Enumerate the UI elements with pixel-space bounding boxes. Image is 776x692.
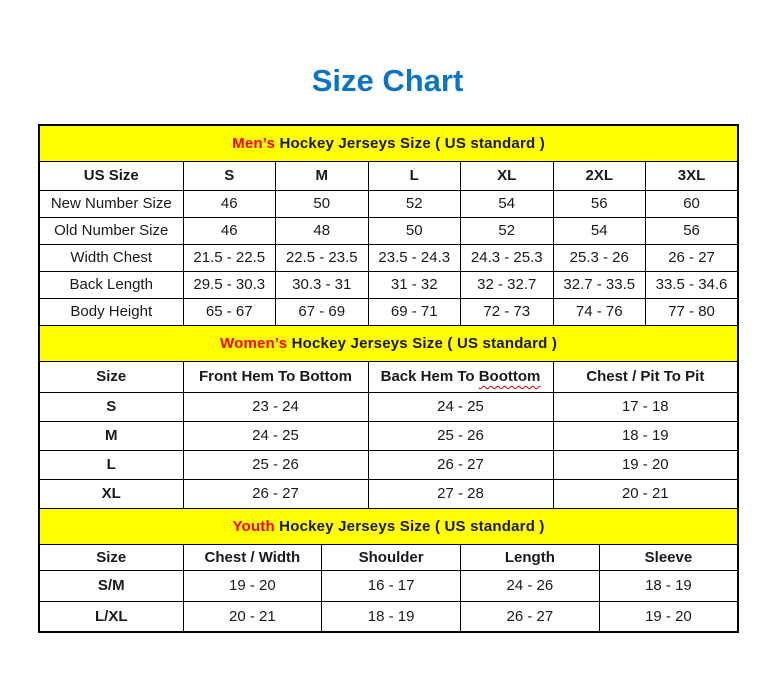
size-value-cell: 18 - 19 [553, 421, 738, 450]
size-value-cell: 33.5 - 34.6 [646, 271, 739, 298]
section-banner-womens [39, 325, 738, 361]
size-value-cell: 26 - 27 [368, 450, 553, 479]
size-value-cell: 46 [183, 190, 276, 217]
size-value-cell: 21.5 - 22.5 [183, 244, 276, 271]
size-value-cell: 50 [368, 217, 461, 244]
size-value-cell: 46 [183, 217, 276, 244]
column-header: S [183, 161, 276, 190]
row-label: S/M [39, 570, 183, 601]
size-value-cell: 65 - 67 [183, 298, 276, 325]
size-value-cell: 24 - 26 [461, 570, 600, 601]
size-value-cell: 60 [646, 190, 739, 217]
size-value-cell: 32 - 32.7 [461, 271, 554, 298]
row-label: Back Length [39, 271, 183, 298]
banner-text: Hockey Jerseys Size ( US standard ) [287, 334, 558, 352]
banner-highlight: Women’s [220, 334, 288, 352]
row-label: S [39, 392, 183, 421]
size-value-cell: 20 - 21 [183, 601, 322, 632]
column-header: Chest / Width [183, 544, 322, 570]
size-value-cell: 27 - 28 [368, 479, 553, 508]
size-value-cell: 24.3 - 25.3 [461, 244, 554, 271]
size-value-cell: 52 [461, 217, 554, 244]
size-value-cell: 18 - 19 [322, 601, 461, 632]
row-label: Body Height [39, 298, 183, 325]
row-label: Width Chest [39, 244, 183, 271]
size-value-cell: 26 - 27 [183, 479, 368, 508]
size-value-cell: 17 - 18 [553, 392, 738, 421]
size-value-cell: 23 - 24 [183, 392, 368, 421]
size-value-cell: 29.5 - 30.3 [183, 271, 276, 298]
banner-highlight: Youth [232, 517, 275, 535]
size-value-cell: 69 - 71 [368, 298, 461, 325]
size-value-cell: 26 - 27 [461, 601, 600, 632]
size-value-cell: 25 - 26 [183, 450, 368, 479]
size-value-cell: 20 - 21 [553, 479, 738, 508]
size-value-cell: 18 - 19 [599, 570, 738, 601]
size-value-cell: 77 - 80 [646, 298, 739, 325]
size-value-cell: 19 - 20 [183, 570, 322, 601]
section-banner-mens [39, 125, 738, 161]
column-header: Back Hem To Boottom [368, 361, 553, 392]
banner-text: Hockey Jerseys Size ( US standard ) [275, 134, 545, 152]
banner-text: Hockey Jerseys Size ( US standard ) [274, 517, 545, 535]
size-value-cell: 72 - 73 [461, 298, 554, 325]
size-value-cell: 24 - 25 [183, 421, 368, 450]
row-label: L [39, 450, 183, 479]
size-value-cell: 74 - 76 [553, 298, 646, 325]
size-value-cell: 56 [553, 190, 646, 217]
size-value-cell: 25.3 - 26 [553, 244, 646, 271]
row-label: L/XL [39, 601, 183, 632]
column-header: 2XL [553, 161, 646, 190]
column-header: Sleeve [599, 544, 738, 570]
column-header: Chest / Pit To Pit [553, 361, 738, 392]
column-header: Shoulder [322, 544, 461, 570]
size-value-cell: 30.3 - 31 [276, 271, 369, 298]
row-label: New Number Size [39, 190, 183, 217]
row-header-label: Size [39, 544, 183, 570]
size-value-cell: 19 - 20 [553, 450, 738, 479]
size-value-cell: 54 [553, 217, 646, 244]
size-value-cell: 25 - 26 [368, 421, 553, 450]
size-value-cell: 24 - 25 [368, 392, 553, 421]
size-value-cell: 52 [368, 190, 461, 217]
size-value-cell: 56 [646, 217, 739, 244]
misspelled-word: Boottom [478, 368, 541, 385]
size-value-cell: 22.5 - 23.5 [276, 244, 369, 271]
row-header-label: Size [39, 361, 183, 392]
column-header: M [276, 161, 369, 190]
size-value-cell: 31 - 32 [368, 271, 461, 298]
size-value-cell: 23.5 - 24.3 [368, 244, 461, 271]
row-label: XL [39, 479, 183, 508]
column-header: Length [461, 544, 600, 570]
column-header: Front Hem To Bottom [183, 361, 368, 392]
column-header: L [368, 161, 461, 190]
row-header-label: US Size [39, 161, 183, 190]
size-value-cell: 19 - 20 [599, 601, 738, 632]
banner-highlight: Men’s [232, 134, 276, 152]
column-header: XL [461, 161, 554, 190]
size-value-cell: 32.7 - 33.5 [553, 271, 646, 298]
size-value-cell: 50 [276, 190, 369, 217]
size-value-cell: 67 - 69 [276, 298, 369, 325]
size-chart-table [38, 124, 739, 633]
row-label: M [39, 421, 183, 450]
size-value-cell: 16 - 17 [322, 570, 461, 601]
size-value-cell: 26 - 27 [646, 244, 739, 271]
row-label: Old Number Size [39, 217, 183, 244]
section-banner-youth [39, 508, 738, 544]
page-title: Size Chart [311, 63, 464, 98]
size-value-cell: 48 [276, 217, 369, 244]
column-header: 3XL [646, 161, 739, 190]
size-value-cell: 54 [461, 190, 554, 217]
